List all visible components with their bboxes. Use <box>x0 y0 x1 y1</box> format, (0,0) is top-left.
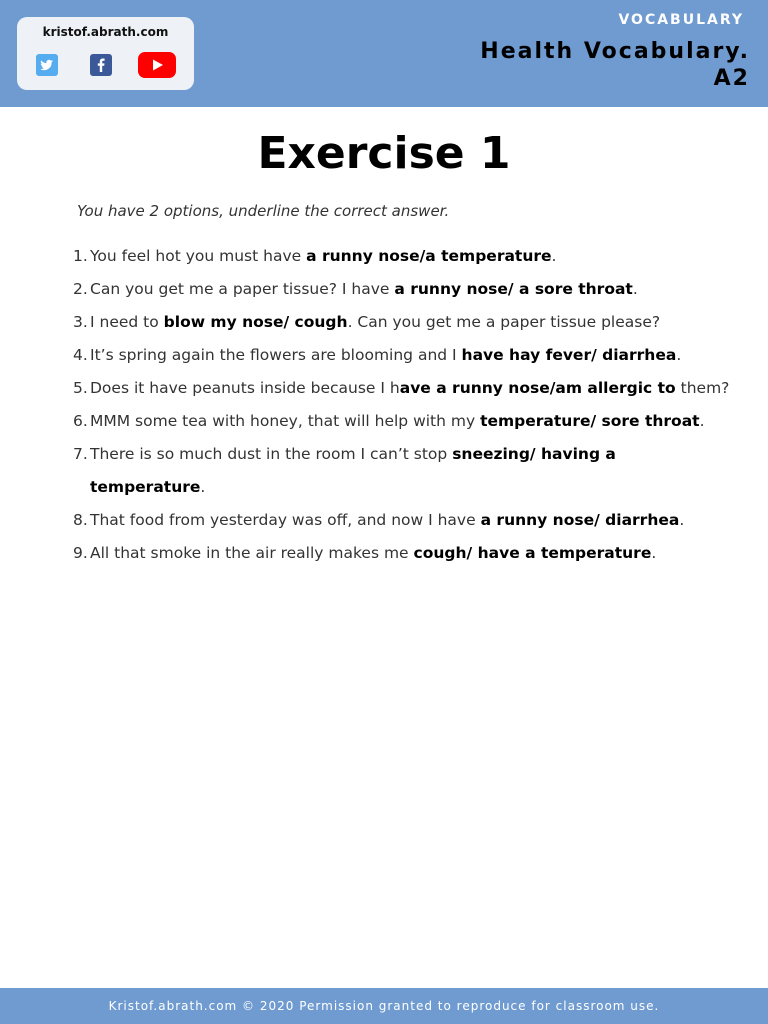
answer-options[interactable]: blow my nose/ cough <box>163 313 348 331</box>
document-title <box>350 38 750 92</box>
question-number: 4. <box>73 346 88 364</box>
answer-options[interactable]: temperature/ sore throat <box>480 412 700 430</box>
question-text: MMM some tea with honey, that will help with my temperature/ sore throat. <box>90 412 705 430</box>
answer-options[interactable]: a runny nose/ a sore throat <box>394 280 633 298</box>
question-item <box>73 405 733 438</box>
exercise-title: Exercise 1 <box>257 128 511 179</box>
question-item <box>73 273 733 306</box>
question-item <box>73 306 733 339</box>
question-item <box>73 372 733 405</box>
question-item <box>73 504 733 537</box>
question-item <box>73 537 733 570</box>
question-item <box>73 438 733 504</box>
question-number: 6. <box>73 412 88 430</box>
instructions: You have 2 options, underline the correct answer. <box>77 202 450 220</box>
footer-banner <box>0 988 768 1024</box>
question-number: 2. <box>73 280 88 298</box>
question-text: All that smoke in the air really makes me cough/ have a temperature. <box>90 544 657 562</box>
question-number: 1. <box>73 247 88 265</box>
document-title-level: A2 <box>713 66 750 91</box>
answer-options[interactable]: ave a runny nose/am allergic to <box>399 379 676 397</box>
site-link[interactable]: kristof.abrath.com <box>42 25 169 39</box>
document-title-line1: Health Vocabulary. <box>480 39 750 64</box>
question-number: 3. <box>73 313 88 331</box>
answer-options[interactable]: have hay fever/ diarrhea <box>461 346 677 364</box>
question-item <box>73 240 733 273</box>
footer-text: Kristof.abrath.com © 2020 Permission granted to reproduce for classroom use. <box>108 999 660 1013</box>
facebook-icon[interactable] <box>89 53 113 77</box>
question-text: I need to blow my nose/ cough. Can you get me a paper tissue please? <box>90 313 661 331</box>
brand-card <box>17 17 194 90</box>
twitter-icon[interactable] <box>35 53 59 77</box>
question-number: 8. <box>73 511 88 529</box>
question-text: It’s spring again the flowers are blooming and I have hay fever/ diarrhea. <box>90 346 682 364</box>
question-text: You feel hot you must have a runny nose/a temperature. <box>90 247 557 265</box>
answer-options[interactable]: a runny nose/ diarrhea <box>480 511 680 529</box>
question-number: 5. <box>73 379 88 397</box>
question-text: That food from yesterday was off, and now I have a runny nose/ diarrhea. <box>90 511 685 529</box>
question-text: There is so much dust in the room I can’t stop sneezing/ having a temperature. <box>90 445 616 496</box>
youtube-icon[interactable] <box>138 53 176 77</box>
answer-options[interactable]: sneezing/ having a temperature <box>90 445 616 496</box>
question-number: 9. <box>73 544 88 562</box>
question-list <box>73 240 733 570</box>
question-item <box>73 339 733 372</box>
question-number: 7. <box>73 445 88 463</box>
answer-options[interactable]: cough/ have a temperature <box>413 544 652 562</box>
answer-options[interactable]: a runny nose/a temperature <box>306 247 552 265</box>
section-label: VOCABULARY <box>618 12 744 28</box>
question-text: Can you get me a paper tissue? I have a runny nose/ a sore throat. <box>90 280 638 298</box>
question-text: Does it have peanuts inside because I have a runny nose/am allergic to them? <box>90 379 730 397</box>
header-banner <box>0 0 768 107</box>
